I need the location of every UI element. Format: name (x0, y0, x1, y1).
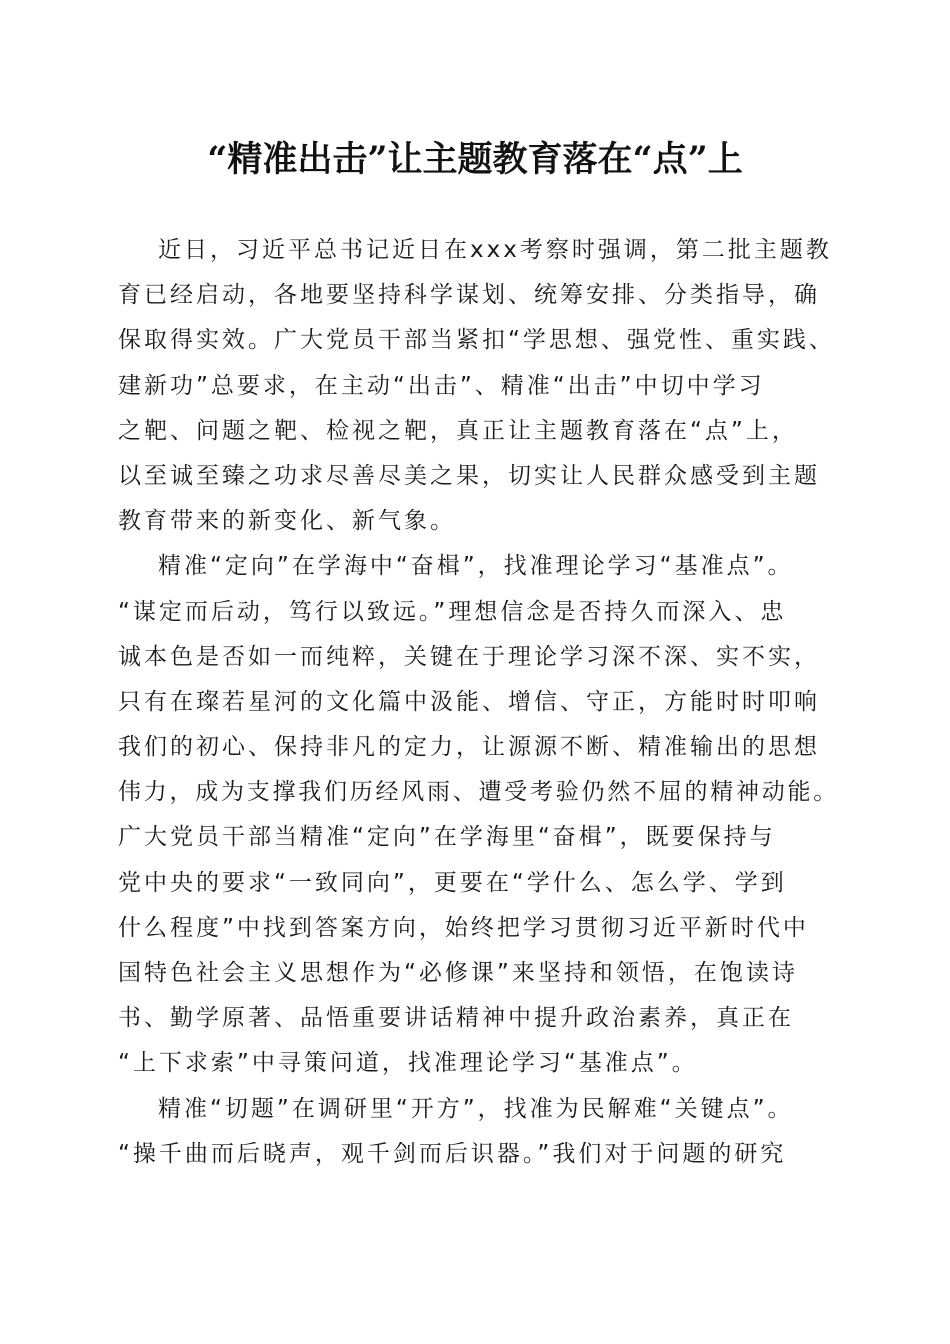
paragraph-line: “操千曲而后晓声，观千剑而后识器。”我们对于问题的研究 (118, 1140, 787, 1167)
document-title: “精准出击”让主题教育落在“点”上 (207, 139, 743, 180)
paragraph-line: 精准“定向”在学海中“奋楫”，找准理论学习“基准点”。 (158, 553, 794, 580)
paragraph-line: 育已经启动，各地要坚持科学谋划、统筹安排、分类指导，确 (118, 282, 820, 309)
paragraph-line: 什么程度”中找到答案方向，始终把学习贯彻习近平新时代中 (118, 914, 809, 941)
paragraph-line: 国特色社会主义思想作为“必修课”来坚持和领悟，在饱读诗 (118, 960, 798, 986)
paragraph-line: 伟力，成为支撑我们历经风雨、遭受考验仍然不屈的精神动能。 (118, 779, 839, 806)
paragraph-line: 广大党员干部当精准“定向”在学海里“奋楫”，既要保持与 (118, 824, 776, 851)
paragraph-line: 教育带来的新变化、新气象。 (118, 508, 456, 535)
document-body (118, 228, 843, 1177)
paragraph-line: 书、勤学原著、品悟重要讲话精神中提升政治素养，真正在 (118, 1005, 794, 1032)
paragraph-line: 我们的初心、保持非凡的定力，让源源不断、精准输出的思想 (118, 734, 820, 761)
paragraph-line: 之靶、问题之靶、检视之靶，真正让主题教育落在“点”上， (118, 417, 798, 444)
paragraph-line: 党中央的要求“一致同向”，更要在“学什么、怎么学、学到 (118, 869, 787, 896)
paragraph-line: 保取得实效。广大党员干部当紧扣“学思想、强党性、重实践、 (118, 327, 835, 354)
paragraph-line: “谋定而后动，笃行以致远。”理想信念是否持久而深入、忠 (118, 598, 787, 625)
paragraph-line: 只有在璨若星河的文化篇中汲能、增信、守正，方能时时叩响 (118, 688, 820, 715)
paragraph-line: 以至诚至臻之功求尽善尽美之果，切实让人民群众感受到主题 (118, 462, 820, 489)
paragraph-line: 近日，习近平总书记近日在xxx考察时强调，第二批主题教 (158, 237, 832, 263)
paragraph-line: 精准“切题”在调研里“开方”，找准为民解难“关键点”。 (158, 1095, 794, 1122)
paragraph-line: 诚本色是否如一而纯粹，关键在于理论学习深不深、实不实， (118, 643, 820, 670)
paragraph-line: “上下求索”中寻策问道，找准理论学习“基准点”。 (118, 1050, 698, 1077)
paragraph-line: 建新功”总要求，在主动“出击”、精准“出击”中切中学习 (118, 372, 765, 399)
